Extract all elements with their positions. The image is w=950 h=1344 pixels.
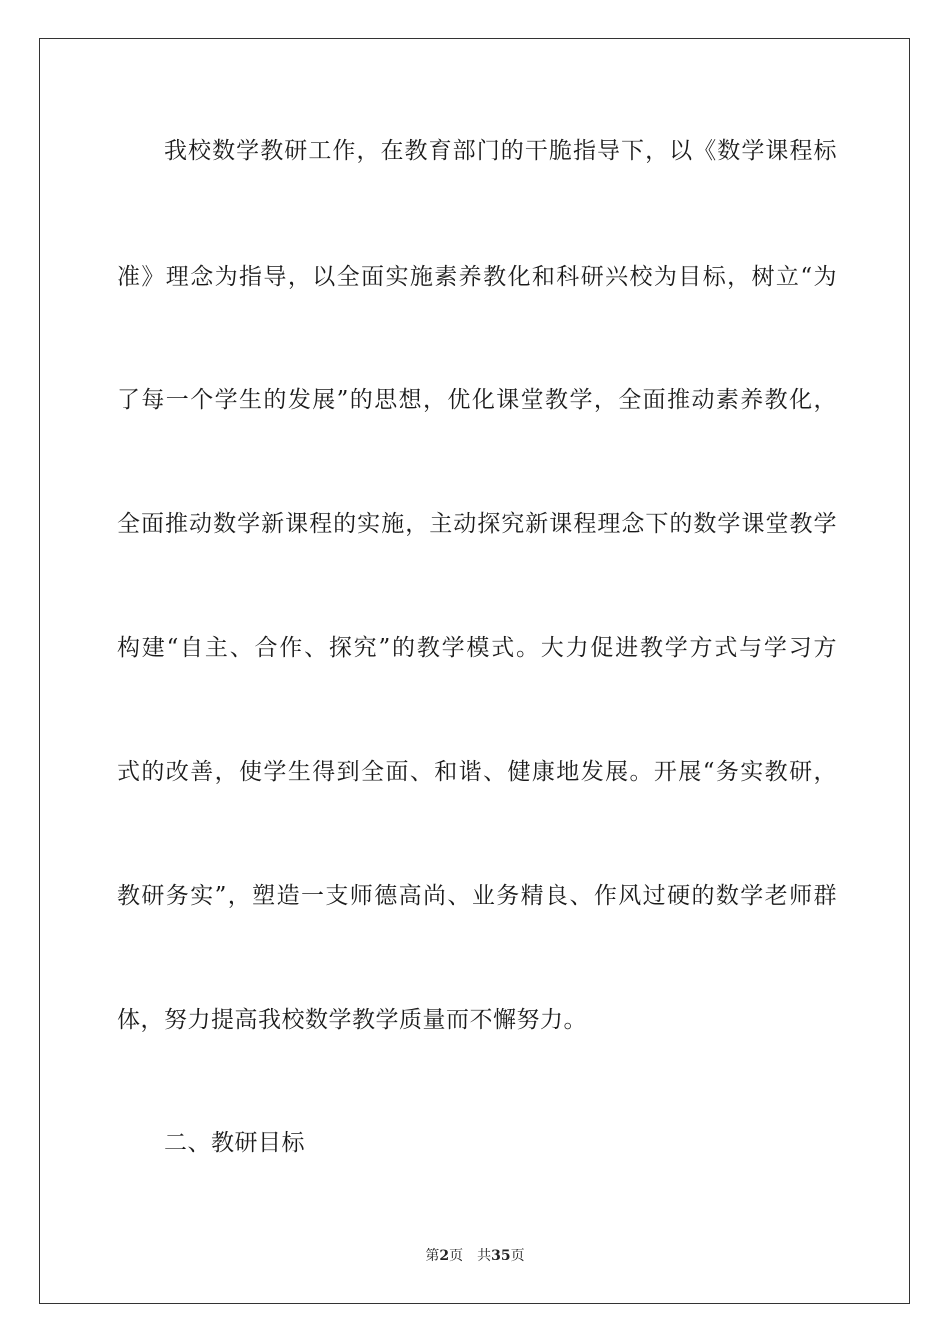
page-footer bbox=[0, 1247, 950, 1265]
section-heading: 二、教研目标 bbox=[164, 1130, 305, 1156]
paragraph-line-3: 了每一个学生的发展”的思想，优化课堂教学，全面推动素养教化， bbox=[117, 387, 837, 413]
paragraph-line-6: 式的改善，使学生得到全面、和谐、健康地发展。开展“务实教研， bbox=[117, 759, 837, 785]
paragraph-line-7: 教研务实”，塑造一支师德高尚、业务精良、作风过硬的数学老师群 bbox=[117, 883, 837, 909]
footer-current-page: 2 bbox=[439, 1248, 450, 1264]
page-border bbox=[39, 38, 910, 1304]
footer-mid: 页 共 bbox=[449, 1248, 492, 1264]
paragraph-line-5: 构建“自主、合作、探究”的教学模式。大力促进教学方式与学习方 bbox=[117, 635, 837, 661]
paragraph-line-8: 体，努力提高我校数学教学质量而不懈努力。 bbox=[117, 1007, 587, 1033]
footer-prefix: 第 bbox=[425, 1248, 440, 1264]
paragraph-line-1: 我校数学教研工作，在教育部门的干脆指导下，以《数学课程标 bbox=[164, 138, 837, 164]
paragraph-line-4: 全面推动数学新课程的实施，主动探究新课程理念下的数学课堂教学 bbox=[117, 511, 837, 537]
paragraph-line-2: 准》理念为指导，以全面实施素养教化和科研兴校为目标，树立“为 bbox=[117, 264, 837, 290]
footer-suffix: 页 bbox=[510, 1248, 525, 1264]
footer-total-pages: 35 bbox=[491, 1248, 511, 1264]
